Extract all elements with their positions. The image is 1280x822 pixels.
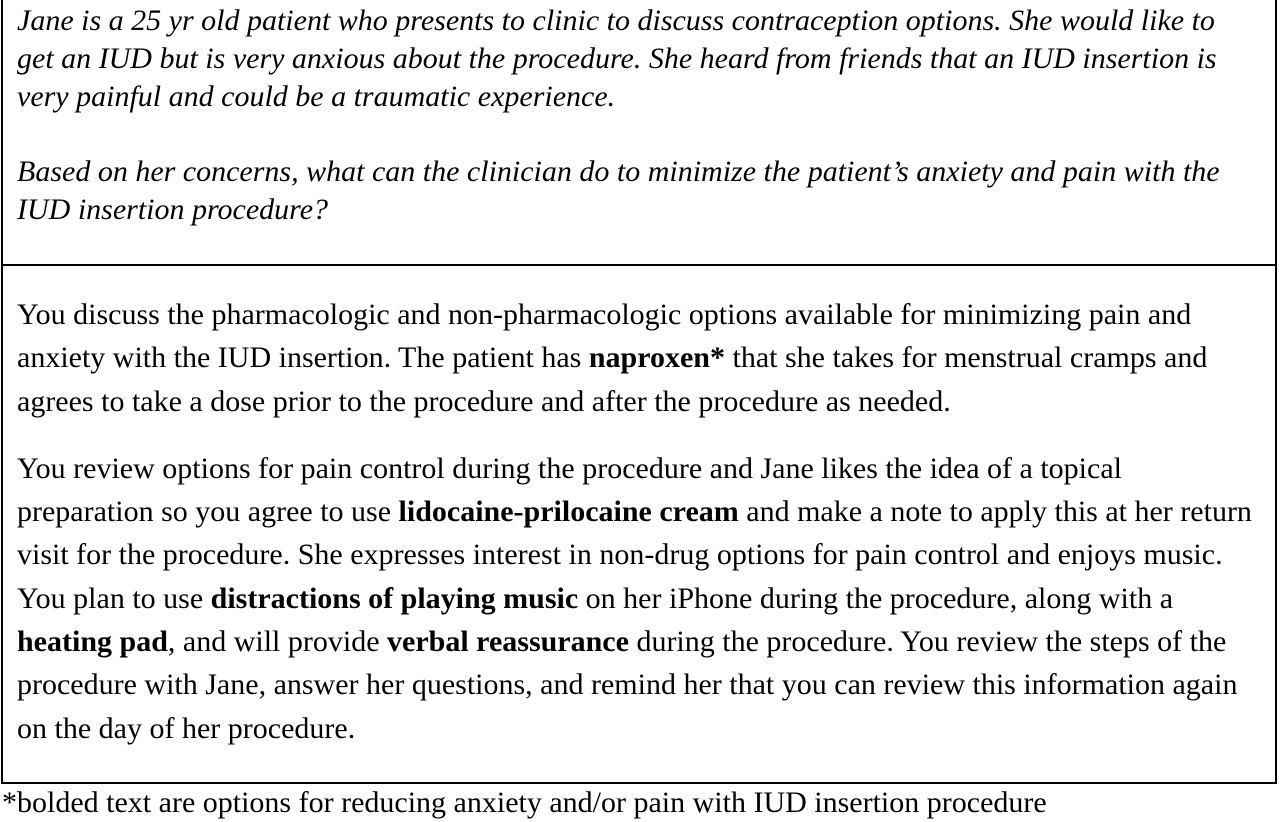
bold-option-heating-pad: heating pad [17,625,168,659]
response-text: You review options for pain control during the procedure and Jane likes the idea of a topical preparation so you agree to use [17,451,1122,529]
bold-option-naproxen: naproxen* [588,341,725,375]
case-question: Based on her concerns, what can the clinician do to minimize the patient’s anxiety and pain with the IUD insertion procedure? [17,155,1220,226]
bold-option-music-distraction: distractions of playing music [210,581,579,615]
response-text: that she takes for menstrual cramps and agrees to take a dose prior to the procedure and after the procedure as needed. [17,341,1208,418]
case-description: Jane is a 25 yr old patient who presents to clinic to discuss contraception options. She would like to get an IUD but is very anxious about the procedure. She heard from friends that an IUD insertion is very painful and could be a traumatic experience. [17,4,1217,113]
response-paragraph-1 [17,293,1259,423]
case-scenario-cell [3,0,1275,266]
response-text: and make a note to apply this at her return visit for the procedure. She expresses interest in non-drug options for pain control and enjoys music. You plan to use [17,495,1252,615]
response-paragraph-2 [17,447,1259,750]
case-table [1,0,1277,784]
response-text: during the procedure. You review the steps of the procedure with Jane, answer her questions, and remind her that you can review this information again on the day of her procedure. [17,625,1238,745]
bold-option-verbal-reassurance: verbal reassurance [387,625,629,659]
response-text: You discuss the pharmacologic and non-pharmacologic options available for minimizing pain and anxiety with the IUD insertion. The patient has [17,298,1192,375]
bold-option-lidocaine-cream: lidocaine-prilocaine cream [398,495,739,529]
response-text: , and will provide [167,625,388,659]
response-text: on her iPhone during the procedure, along with a [578,581,1174,615]
footnote: *bolded text are options for reducing anxiety and/or pain with IUD insertion procedure [2,786,1047,819]
case-response-cell [3,266,1275,782]
